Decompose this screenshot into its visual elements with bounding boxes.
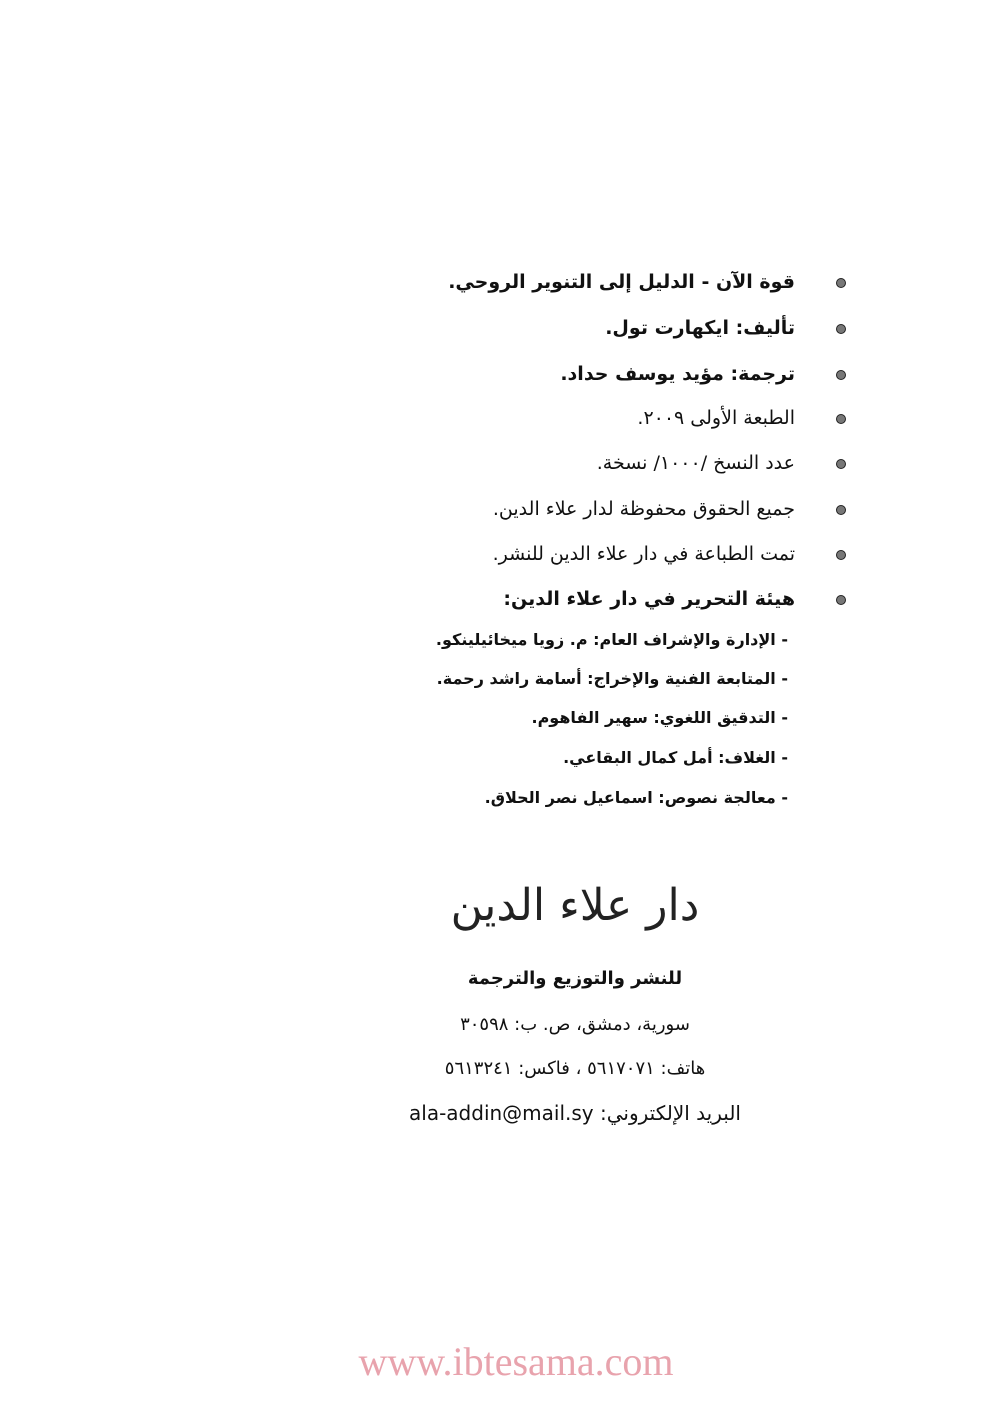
watermark: www.ibtesama.com — [358, 1339, 674, 1384]
email-link[interactable]: ala-addin@mail.sy — [409, 1101, 594, 1125]
bullet-icon — [836, 278, 846, 288]
bullet-icon — [836, 370, 846, 380]
editorial-heading: هيئة التحرير في دار علاء الدين: — [503, 588, 795, 610]
copies: عدد النسخ /١٠٠٠/ نسخة. — [596, 452, 795, 474]
author: تأليف: ايكهارت تول. — [605, 317, 795, 339]
editorial-member: - معالجة نصوص: اسماعيل نصر الحلاق. — [484, 788, 788, 807]
editorial-member: - التدقيق اللغوي: سهير الفاهوم. — [531, 708, 788, 727]
editorial-member: - الإدارة والإشراف العام: م. زويا ميخائيلينكو. — [435, 630, 788, 649]
book-title: قوة الآن - الدليل إلى التنوير الروحي. — [448, 271, 795, 293]
bullet-icon — [836, 459, 846, 469]
editorial-member: - المتابعة الفنية والإخراج: أسامة راشد رحمة. — [436, 669, 788, 688]
translator: ترجمة: مؤيد يوسف حداد. — [560, 363, 795, 385]
email-label: البريد الإلكتروني: — [600, 1101, 741, 1125]
publisher-phone-fax: هاتف: ٥٦١٧٠٧١ ، فاكس: ٥٦١٣٢٤١ — [444, 1058, 706, 1079]
edition: الطبعة الأولى ٢٠٠٩. — [637, 407, 795, 429]
bullet-icon — [836, 324, 846, 334]
publisher-email-line — [360, 1101, 790, 1125]
printing: تمت الطباعة في دار علاء الدين للنشر. — [492, 543, 795, 565]
editorial-member: - الغلاف: أمل كمال البقاعي. — [563, 748, 788, 767]
publisher-logo: دار علاء الدين — [450, 880, 700, 931]
bullet-icon — [836, 595, 846, 605]
bullet-icon — [836, 550, 846, 560]
bullet-icon — [836, 505, 846, 515]
publisher-tagline: للنشر والتوزيع والترجمة — [467, 968, 683, 989]
bullet-icon — [836, 414, 846, 424]
rights: جميع الحقوق محفوظة لدار علاء الدين. — [492, 498, 795, 520]
publisher-address: سورية، دمشق، ص. ب: ٣٠٥٩٨ — [460, 1014, 690, 1035]
